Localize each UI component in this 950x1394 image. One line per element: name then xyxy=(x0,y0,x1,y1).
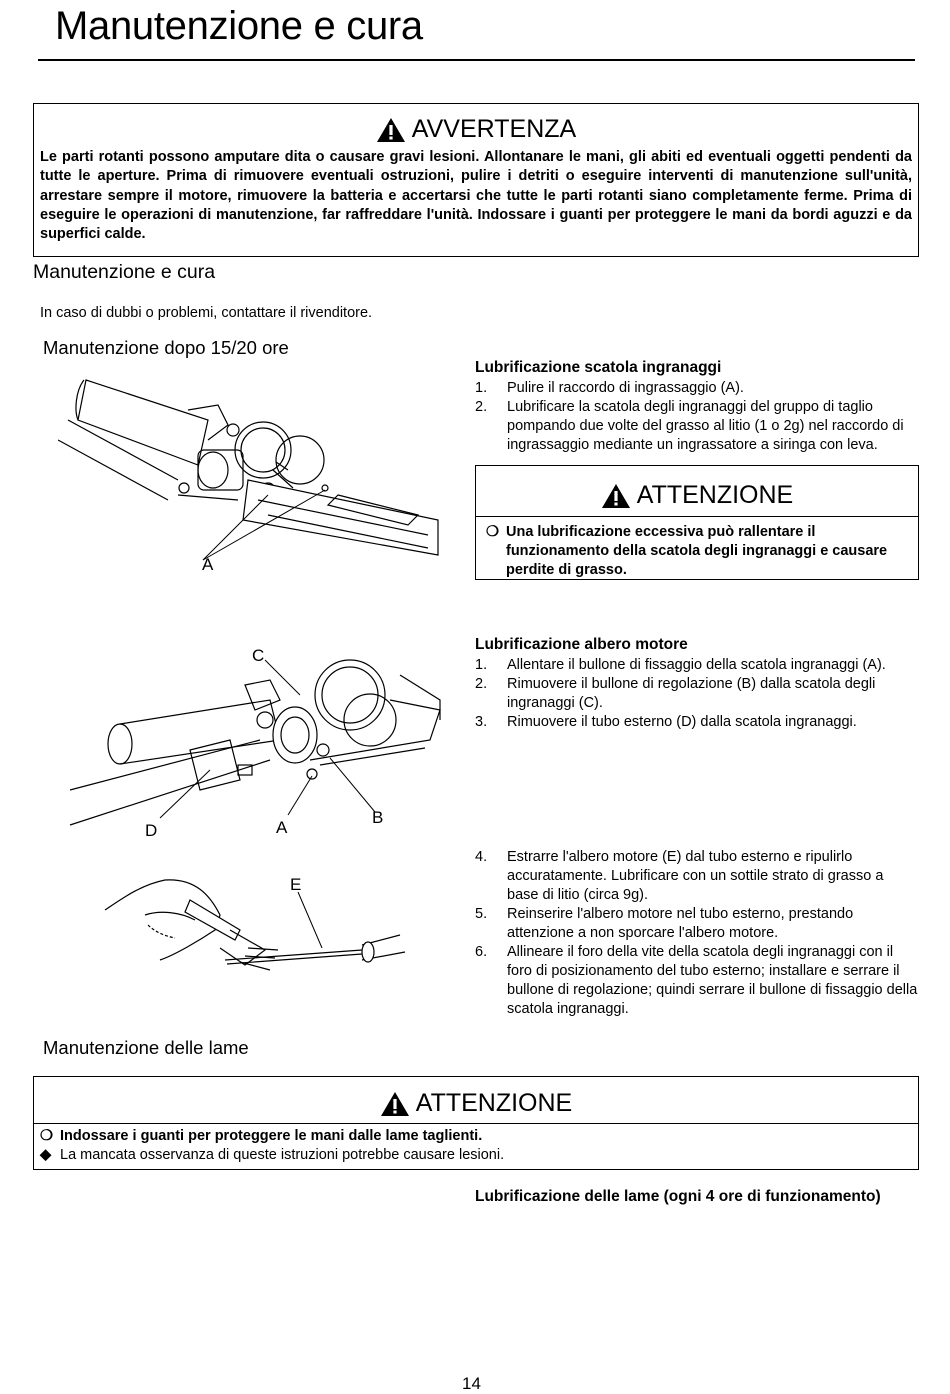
shaft-grease-figure xyxy=(100,860,420,980)
caution-heading: ATTENZIONE xyxy=(415,1089,573,1117)
maint-15-20-title: Manutenzione dopo 15/20 ore xyxy=(43,337,289,358)
warning-header xyxy=(34,115,918,144)
warning-triangle-icon xyxy=(376,117,406,143)
figure-2-label-c: C xyxy=(252,646,265,665)
warning-triangle-icon xyxy=(601,483,631,509)
figure-2-label-b: B xyxy=(372,808,384,827)
warning-box xyxy=(33,103,919,257)
caution-box-1 xyxy=(475,465,919,580)
caution-header xyxy=(476,481,918,510)
diamond-bullet-icon: ◆ xyxy=(40,1147,52,1163)
list-item: 4. Estrarre l'albero motore (E) dal tubo esterno e ripulirlo accuratamente. Lubrificare con un sottile strato di grasso a base di litio (circa 9g). xyxy=(475,849,884,903)
blades-title: Manutenzione delle lame xyxy=(43,1037,249,1058)
warning-heading: AVVERTENZA xyxy=(411,115,577,143)
figure-3-label-e: E xyxy=(290,875,302,894)
list-item: 6. Allineare il foro della vite della scatola degli ingranaggi con il foro di posizionamento del tubo esterno; installare e serrare il bullone di regolazione; quindi serrare il bullone di fissaggio della scatola ingranaggi. xyxy=(475,944,918,1017)
blade-lube-title: Lubrificazione delle lame (ogni 4 ore di funzionamento) xyxy=(475,1188,881,1205)
list-item: 2. Rimuovere il bullone di regolazione (B) dalla scatola degli ingranaggi (C). xyxy=(475,676,876,711)
driveshaft-lube-steps xyxy=(475,656,918,732)
gearbox-lube-steps xyxy=(475,379,918,455)
page-title: Manutenzione e cura xyxy=(55,4,423,48)
driveshaft-lube-title: Lubrificazione albero motore xyxy=(475,636,688,653)
page-number: 14 xyxy=(462,1374,481,1393)
figure-1-label-a: A xyxy=(202,555,214,574)
gearbox-lube-title: Lubrificazione scatola ingranaggi xyxy=(475,359,722,376)
driveshaft-lube-steps-more xyxy=(475,848,918,1019)
warning-triangle-icon xyxy=(380,1091,410,1117)
figure-2-label-a: A xyxy=(276,818,288,837)
title-divider xyxy=(38,59,915,61)
circle-bullet-icon: ❍ xyxy=(40,1128,53,1144)
caution-bullet: ❍ Una lubrificazione eccessiva può rallentare il funzionamento della scatola degli ingranaggi e causare perdite di grasso. xyxy=(486,524,888,578)
driveshaft-figure xyxy=(40,640,460,840)
section-title: Manutenzione e cura xyxy=(33,261,216,283)
figure-2-label-d: D xyxy=(145,821,158,840)
circle-bullet-icon: ❍ xyxy=(486,524,499,540)
list-item: 5. Reinserire l'albero motore nel tubo esterno, prestando attenzione a non sporcare l'albero motore. xyxy=(475,906,854,941)
warning-text: Le parti rotanti possono amputare dita o causare gravi lesioni. Allontanare le mani, gli abiti ed eventuali oggetti pendenti da tutte le aperture. Prima di rimuovere eventuali ostruzioni, pulire i detriti o eseguire interventi di manutenzione sull'unità, arrestare sempre il motore, rimuovere la batteria e accertarsi che tutte le parti rotanti siano completamente ferme. Prima di eseguire le operazioni di manutenzione, far raffreddare l'unità. Indossare i guanti per proteggere le mani da bordi aguzzi e da superfici calde. xyxy=(40,149,912,243)
section-intro: In caso di dubbi o problemi, contattare il rivenditore. xyxy=(40,305,373,321)
list-item: 2. Lubrificare la scatola degli ingranaggi del gruppo di taglio pompando due volte del grasso al litio (1 o 2g) nel raccordo di ingrassaggio mediante un ingrassatore a siringa con leva. xyxy=(475,399,904,453)
caution-heading: ATTENZIONE xyxy=(636,481,794,509)
caution-bullet: ◆ La mancata osservanza di queste istruzioni potrebbe causare lesioni. xyxy=(40,1147,505,1163)
caution-box-2 xyxy=(33,1076,919,1170)
caution-bullet: ❍ Indossare i guanti per proteggere le mani dalle lame taglienti. xyxy=(40,1128,483,1144)
list-item: 3. Rimuovere il tubo esterno (D) dalla scatola ingranaggi. xyxy=(475,714,857,730)
gearbox-figure xyxy=(58,370,448,585)
list-item: 1. Pulire il raccordo di ingrassaggio (A). xyxy=(475,380,744,396)
list-item: 1. Allentare il bullone di fissaggio della scatola ingranaggi (A). xyxy=(475,657,886,673)
caution-header xyxy=(34,1089,918,1118)
